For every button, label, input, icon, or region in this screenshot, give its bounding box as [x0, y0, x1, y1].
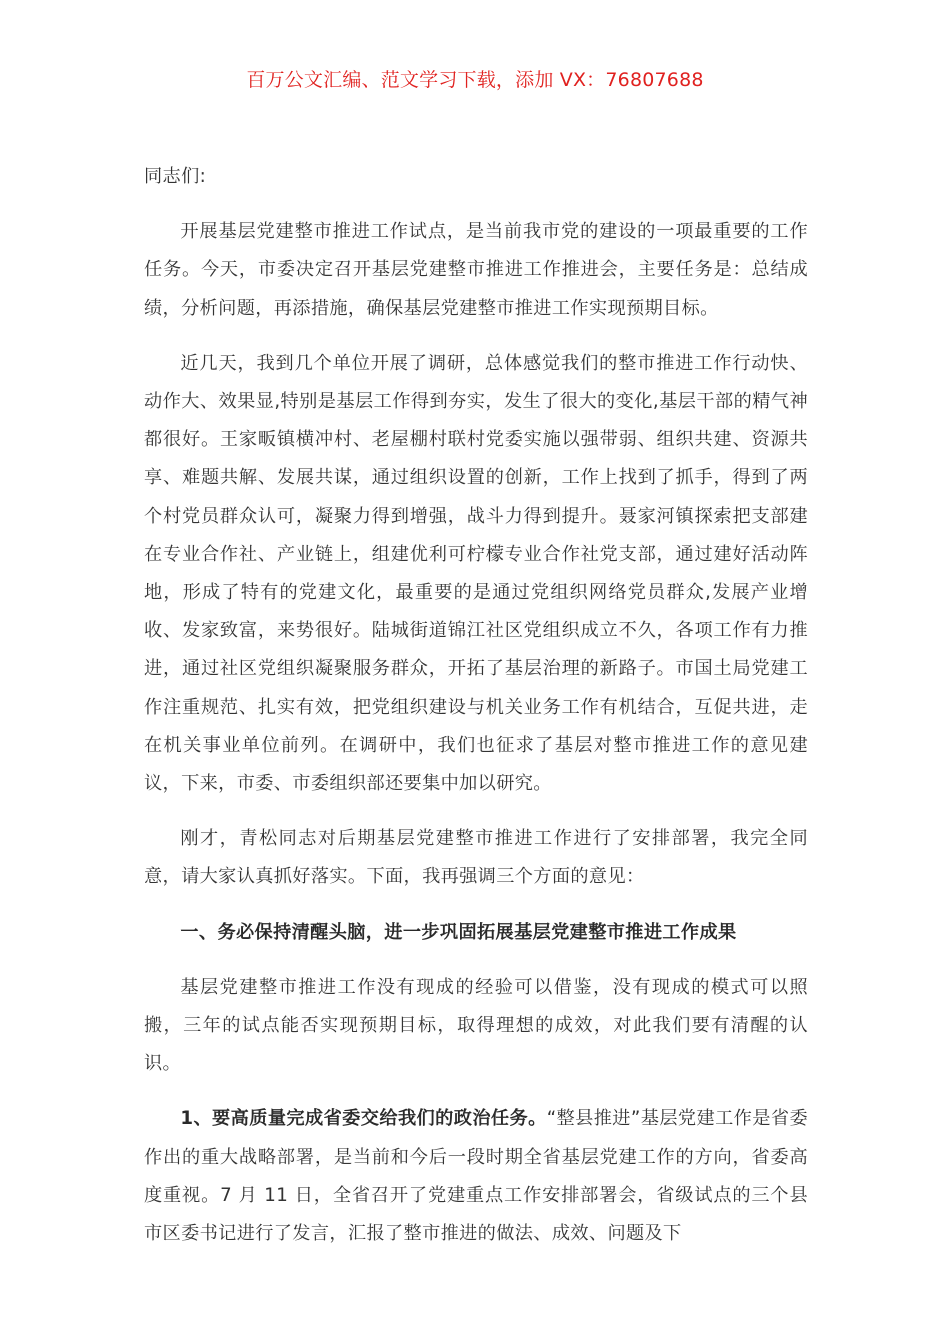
paragraph-5-lead: 1、要高质量完成省委交给我们的政治任务。 — [180, 1108, 547, 1130]
document-body — [144, 158, 808, 1253]
paragraph-4: 基层党建整市推进工作没有现成的经验可以借鉴，没有现成的模式可以照搬，三年的试点能否实现预期目标，取得理想的成效，对此我们要有清醒的认识。 — [144, 976, 808, 1075]
paragraph-2: 近几天，我到几个单位开展了调研，总体感觉我们的整市推进工作行动快、动作大、效果显,特别是基层工作得到夯实，发生了很大的变化,基层干部的精气神都很好。王家畈镇横冲村、老屋棚村联村党委实施以强带弱、组织共建、资源共享、难题共解、发展共谋，通过组织设置的创新，工作上找到了抓手，得到了两个村党员群众认可，凝聚力得到增强，战斗力得到提升。聂家河镇探索把支部建在专业合作社、产业链上，组建优利可柠檬专业合作社党支部，通过建好活动阵地，形成了特有的党建文化，最重要的是通过党组织网络党员群众,发展产业增收、发家致富，来势很好。陆城街道锦江社区党组织成立不久，各项工作有力推进，通过社区党组织凝聚服务群众，开拓了基层治理的新路子。市国土局党建工作注重规范、扎实有效，把党组织建设与机关业务工作有机结合，互促共进，走在机关事业单位前列。在调研中，我们也征求了基层对整市推进工作的意见建议，下来，市委、市委组织部还要集中加以研究。 — [144, 352, 808, 795]
paragraph-1: 开展基层党建整市推进工作试点，是当前我市党的建设的一项最重要的工作任务。今天，市委决定召开基层党建整市推进工作推进会，主要任务是：总结成绩，分析问题，再添措施，确保基层党建整市推进工作实现预期目标。 — [144, 221, 808, 319]
paragraph-5 — [144, 1100, 808, 1253]
paragraph-3: 刚才，青松同志对后期基层党建整市推进工作进行了安排部署，我完全同意，请大家认真抓好落实。下面，我再强调三个方面的意见： — [144, 828, 808, 888]
section-heading-1: 一、务必保持清醒头脑，进一步巩固拓展基层党建整市推进工作成果 — [180, 921, 737, 943]
salutation: 同志们: — [144, 166, 207, 187]
watermark-header: 百万公文汇编、范文学习下载，添加 VX：76807688 — [246, 69, 704, 91]
paragraph-5-text: “整县推进”基层党建工作是省委作出的重大战略部署，是当前和今后一段时期全省基层党建工作的方向，省委高度重视。7 月 11 日，全省召开了党建重点工作安排部署会，省级试点的三个县市区委书记进行了发言，汇报了整市推进的做法、成效、问题及下 — [144, 1108, 808, 1245]
